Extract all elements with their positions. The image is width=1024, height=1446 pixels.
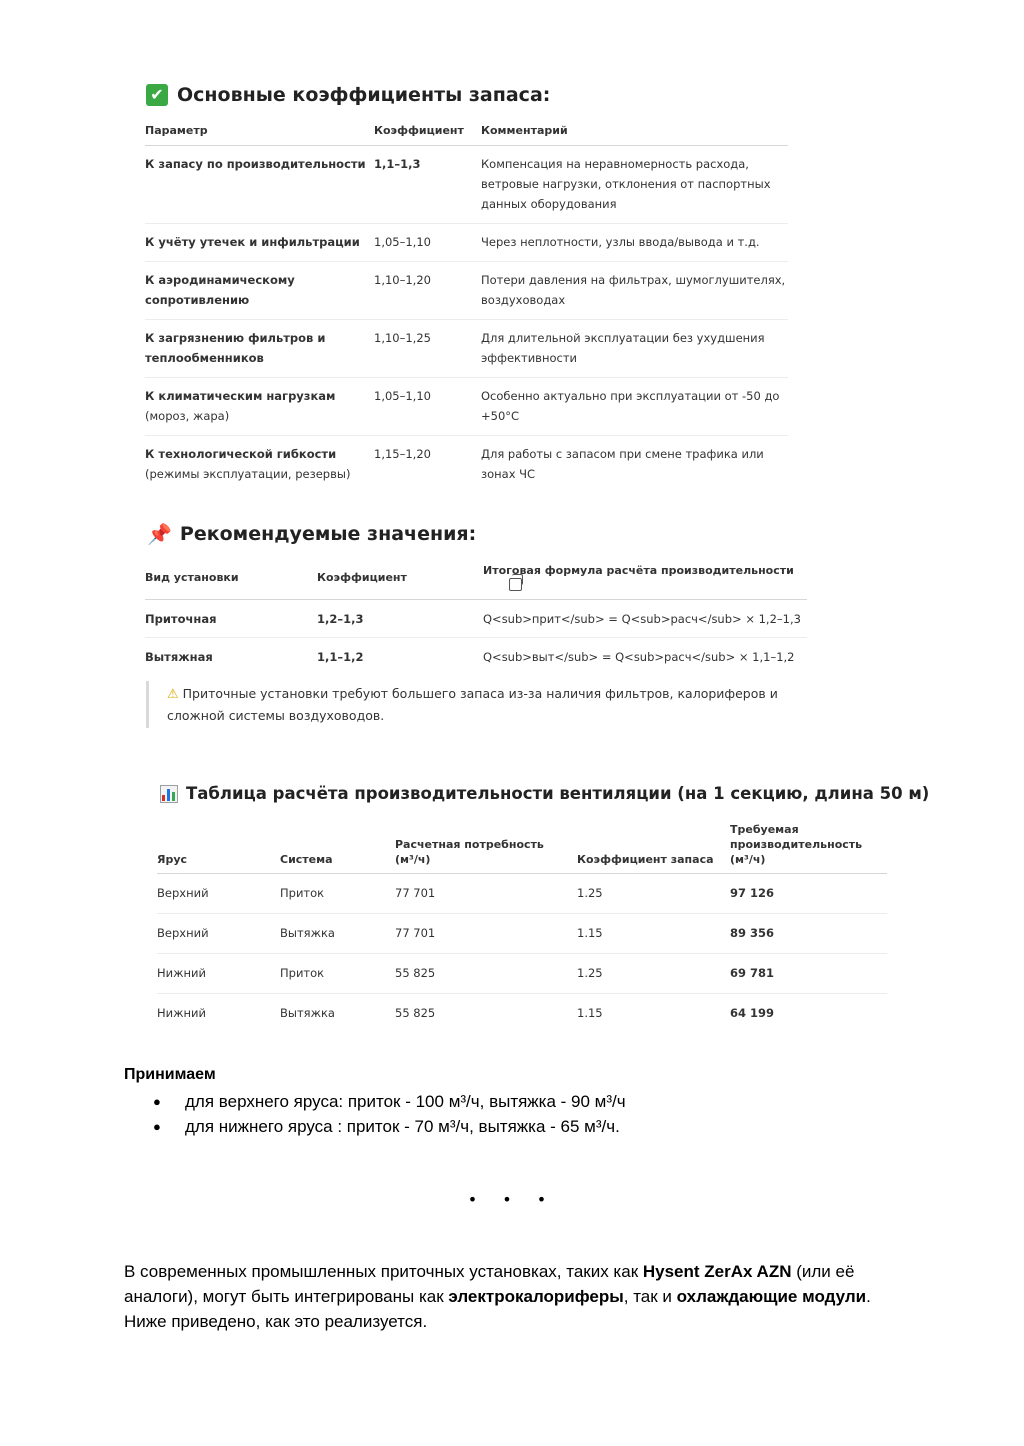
required-cell: 69 781 xyxy=(730,954,887,994)
column-header-text: Итоговая формула расчёта производительности xyxy=(483,564,794,577)
tier-cell: Нижний xyxy=(157,1006,206,1020)
paragraph-bold: охлаждающие модули xyxy=(676,1287,867,1306)
calculation-table xyxy=(157,822,887,1033)
column-header: Ярус xyxy=(157,822,280,874)
param-name: К технологической гибкости xyxy=(145,447,337,461)
warning-icon: ⚠ xyxy=(167,687,179,702)
coef-cell: 1.15 xyxy=(577,1006,603,1020)
param-note: (режимы эксплуатации, резервы) xyxy=(145,467,351,481)
table-row xyxy=(157,874,887,914)
column-header: Параметр xyxy=(145,118,374,146)
system-cell: Вытяжка xyxy=(280,1006,335,1020)
table-row xyxy=(157,994,887,1034)
coefficients-table xyxy=(145,118,788,493)
need-cell: 77 701 xyxy=(395,874,577,914)
section-title-coefficients xyxy=(146,84,550,106)
param-cell: К загрязнению фильтров и теплообменников xyxy=(145,320,374,378)
table-row xyxy=(145,436,788,494)
paragraph-bold: Hysent ZerAx AZN xyxy=(642,1262,792,1281)
param-cell xyxy=(145,436,374,494)
comment-cell: Потери давления на фильтрах, шумоглушителях, воздуховодах xyxy=(481,262,788,320)
tier-cell: Нижний xyxy=(157,954,280,994)
column-header: Коэффициент xyxy=(317,558,483,599)
coef-cell: 1.25 xyxy=(577,874,730,914)
system-cell: Приток xyxy=(280,874,395,914)
table-row xyxy=(145,146,788,224)
need-cell: 77 701 xyxy=(395,914,577,954)
paragraph-text: В современных промышленных приточных установках, таких как xyxy=(124,1262,643,1281)
coef-cell: 1,10–1,25 xyxy=(374,320,481,378)
param-cell xyxy=(145,378,374,436)
paragraph-text: (или её аналоги), могут быть интегрированы как xyxy=(124,1262,855,1306)
column-header: Расчетная потребность (м³/ч) xyxy=(395,822,577,874)
section-title-recommended xyxy=(147,522,476,546)
section-title-text: Таблица расчёта производительности вентиляции (на 1 секцию, длина 50 м) xyxy=(186,784,930,803)
coef-cell: 1,1–1,3 xyxy=(374,146,481,224)
coef-cell: 1,05–1,10 xyxy=(374,378,481,436)
comment-cell: Для длительной эксплуатации без ухудшения эффективности xyxy=(481,320,788,378)
table-row xyxy=(145,224,788,262)
accept-heading: Принимаем xyxy=(124,1066,216,1083)
required-cell: 97 126 xyxy=(730,874,887,914)
comment-cell: Для работы с запасом при смене трафика или зонах ЧС xyxy=(481,447,764,481)
comment-cell: Через неплотности, узлы ввода/вывода и т.д. xyxy=(481,224,788,262)
section-title-calculation xyxy=(160,784,929,803)
table-row xyxy=(145,378,788,436)
list-item: ● для нижнего яруса : приток - 70 м³/ч, вытяжка - 65 м³/ч. xyxy=(124,1114,626,1139)
system-cell: Вытяжка xyxy=(280,914,395,954)
tier-cell: Верхний xyxy=(157,914,280,954)
copy-icon[interactable] xyxy=(509,578,522,591)
column-header: Вид установки xyxy=(145,558,317,599)
note-text: Приточные установки требуют большего запаса из-за наличия фильтров, калориферов и сложной системы воздуховодов. xyxy=(167,686,778,723)
paragraph-bold: электрокалориферы xyxy=(448,1287,624,1306)
recommended-table xyxy=(145,558,807,675)
system-cell: Приток xyxy=(280,954,395,994)
table-header-row xyxy=(145,558,807,599)
paragraph-text: . Ниже приведено, как это реализуется. xyxy=(124,1287,871,1331)
body-paragraph xyxy=(124,1259,914,1334)
required-cell: 89 356 xyxy=(730,914,887,954)
type-cell: Приточная xyxy=(145,599,317,637)
comment-cell: Особенно актуально при эксплуатации от -50 до +50°С xyxy=(481,378,788,436)
section-separator: • • • xyxy=(467,1190,557,1209)
type-cell: Вытяжная xyxy=(145,649,213,664)
param-note: (мороз, жара) xyxy=(145,409,230,423)
accept-list xyxy=(124,1089,626,1139)
param-cell: К аэродинамическому сопротивлению xyxy=(145,262,374,320)
table-row xyxy=(157,954,887,994)
table-header-row xyxy=(157,822,887,874)
table-row xyxy=(145,262,788,320)
column-header: Коэффициент xyxy=(374,118,481,146)
tier-cell: Верхний xyxy=(157,874,280,914)
list-item: ● для верхнего яруса: приток - 100 м³/ч, вытяжка - 90 м³/ч xyxy=(124,1089,626,1114)
coef-cell: 1,05–1,10 xyxy=(374,224,481,262)
table-row xyxy=(157,914,887,954)
coef-cell: 1,10–1,20 xyxy=(374,262,481,320)
bar-chart-icon xyxy=(160,785,178,803)
need-cell: 55 825 xyxy=(395,1006,436,1020)
required-cell: 64 199 xyxy=(730,1006,775,1020)
column-header-formula xyxy=(483,558,807,599)
formula-cell: Q<sub>выт</sub> = Q<sub>расч</sub> × 1,1–1,2 xyxy=(483,649,795,664)
section-title-text: Рекомендуемые значения: xyxy=(179,523,477,545)
column-header: Коэффициент запаса xyxy=(577,822,730,874)
coef-cell: 1,1–1,2 xyxy=(317,649,364,664)
coef-cell: 1,15–1,20 xyxy=(374,447,431,461)
check-box-icon: ✔ xyxy=(146,84,168,106)
coef-cell: 1.25 xyxy=(577,954,730,994)
table-header-row xyxy=(145,118,788,146)
coef-cell: 1.15 xyxy=(577,914,730,954)
param-name: К климатическим нагрузкам xyxy=(145,389,336,403)
table-row xyxy=(145,320,788,378)
coef-cell: 1,2–1,3 xyxy=(317,599,483,637)
pushpin-icon: 📌 xyxy=(147,522,172,546)
param-cell: К учёту утечек и инфильтрации xyxy=(145,224,374,262)
comment-cell: Компенсация на неравномерность расхода, ветровые нагрузки, отклонения от паспортных данных оборудования xyxy=(481,146,788,224)
paragraph-text: , так и xyxy=(623,1287,677,1306)
table-row xyxy=(145,637,807,675)
warning-note xyxy=(146,681,807,728)
formula-cell: Q<sub>прит</sub> = Q<sub>расч</sub> × 1,2–1,3 xyxy=(483,599,807,637)
table-row xyxy=(145,599,807,637)
column-header: Требуемая производительность (м³/ч) xyxy=(730,822,887,874)
section-title-text: Основные коэффициенты запаса: xyxy=(177,84,551,106)
need-cell: 55 825 xyxy=(395,954,577,994)
column-header: Система xyxy=(280,822,395,874)
column-header: Комментарий xyxy=(481,118,788,146)
param-cell: К запасу по производительности xyxy=(145,146,374,224)
